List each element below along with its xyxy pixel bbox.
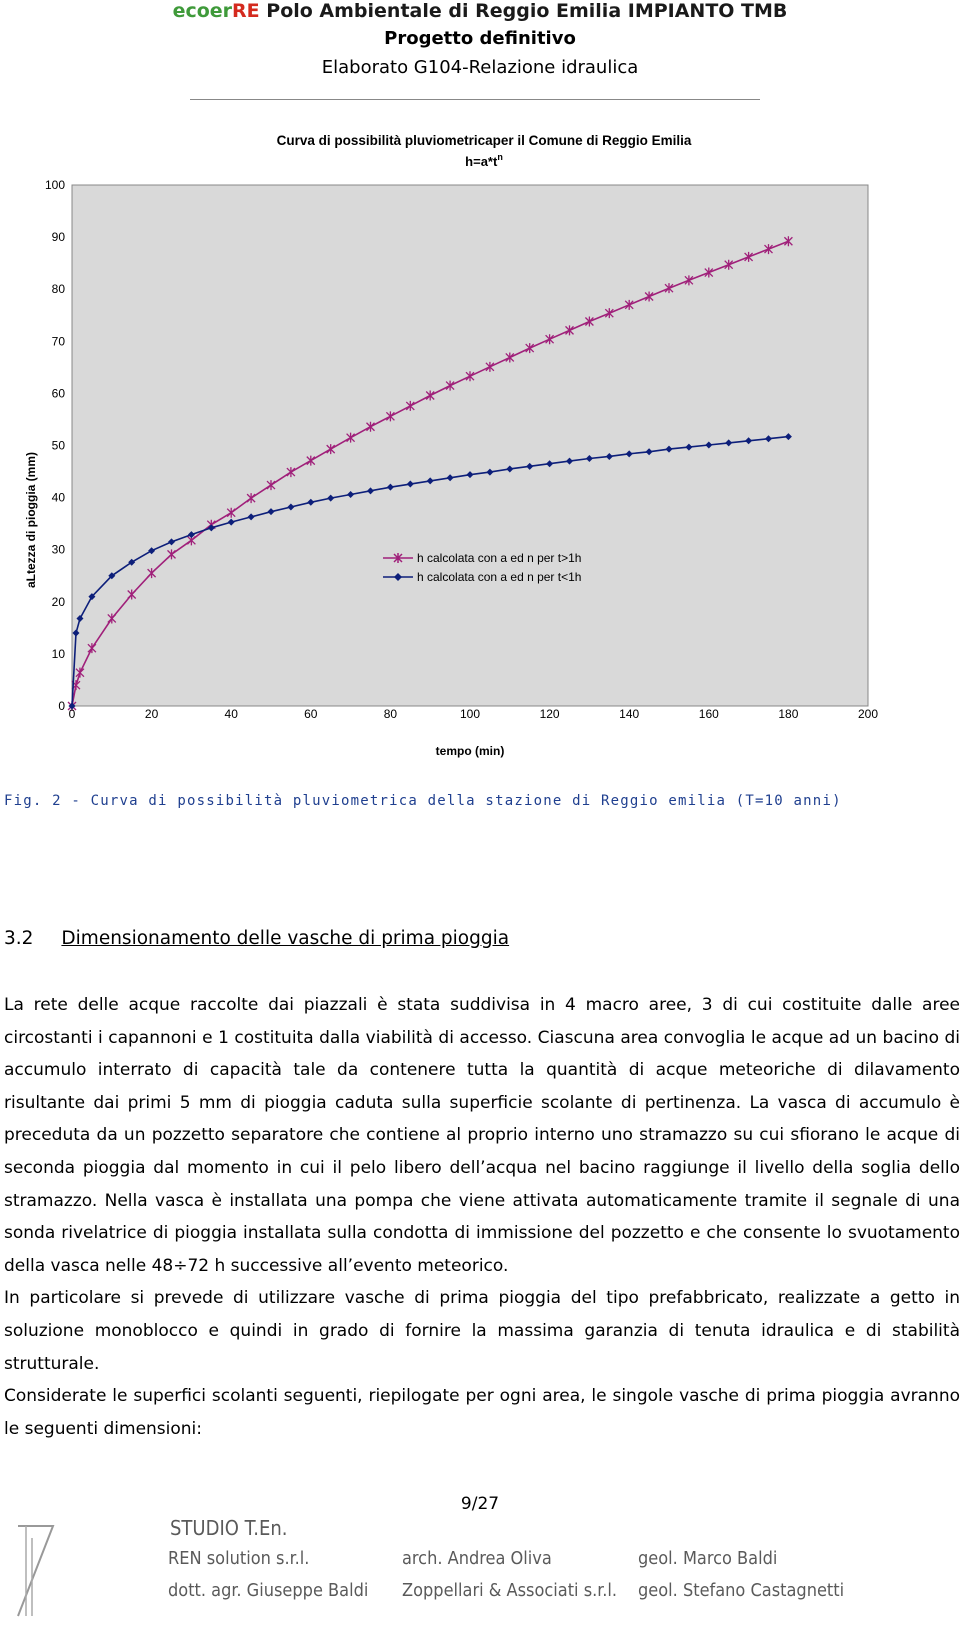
x-tick-label: 120 (539, 707, 560, 721)
chart-formula (465, 152, 503, 169)
legend-label-series-1: h calcolata con a ed n per t>1h (417, 551, 582, 565)
footer-col1-line2: dott. agr. Giuseppe Baldi (168, 1580, 369, 1601)
x-tick-label: 80 (383, 707, 398, 721)
section-number: 3.2 (4, 928, 34, 949)
footer-col3-line2: geol. Stefano Castagnetti (638, 1580, 845, 1601)
x-tick-label: 0 (68, 707, 76, 721)
header-title (0, 0, 960, 22)
header-document: Elaborato G104-Relazione idraulica (321, 57, 639, 78)
x-tick-label: 140 (619, 707, 640, 721)
footer-col2-line1: arch. Andrea Oliva (402, 1548, 552, 1569)
legend-label-series-2: h calcolata con a ed n per t<1h (417, 570, 582, 584)
paragraph-1: La rete delle acque raccolte dai piazzali è stata suddivisa in 4 macro aree, 3 di cui costituite dalle aree circostanti i capannoni e 1 costituita dalla viabilità di accesso. Ciascuna area convoglia le acque ad un bacino di accumulo interrato di capacità tale da contenere tutta la quantità di acque meteoriche di dilavamento risultante dai primi 5 mm di pioggia caduta sulla superficie scolante di pertinenza. La vasca di accumulo è preceduta da un pozzetto separatore che contiene al proprio interno uno stramazzo su cui sfiorano le acque di seconda pioggia dal momento in cui il pelo libero dell’acqua nel bacino raggiunge il livello della soglia dello stramazzo. Nella vasca è installata una pompa che viene attivata automaticamente tramite il segnale di una sonda rivelatrice di pioggia installata sulla condotta di immissione del pozzetto e che consente lo svuotamento della vasca nelle 48÷72 h successive all’evento meteorico. (4, 995, 960, 1276)
brand-green: ecoer (172, 0, 233, 22)
x-tick-label: 180 (778, 707, 799, 721)
y-tick-label: 40 (51, 490, 65, 505)
y-tick-label: 50 (51, 438, 65, 453)
page-number: 9/27 (460, 1494, 500, 1514)
x-tick-label: 20 (144, 707, 159, 721)
chart-formula-base: h=a*t (465, 154, 498, 169)
rainfall-chart (0, 120, 960, 760)
header-subtitle: Progetto definitivo (384, 28, 576, 49)
y-tick-label: 0 (58, 699, 65, 713)
chart-title: Curva di possibilità pluviometricaper il Comune di Reggio Emilia (276, 133, 692, 148)
y-axis-label: aLtezza di pioggia (mm) (24, 451, 38, 589)
section-title: Dimensionamento delle vasche di prima pioggia (61, 928, 510, 949)
header-title-text: Polo Ambientale di Reggio Emilia IMPIANTO TMB (259, 0, 788, 22)
x-tick-label: 40 (224, 707, 238, 721)
y-tick-label: 90 (51, 230, 65, 245)
x-tick-label: 60 (304, 707, 318, 721)
y-tick-label: 30 (51, 542, 65, 557)
y-tick-label: 20 (51, 594, 65, 609)
footer-col2-line2: Zoppellari & Associati s.r.l. (402, 1580, 618, 1601)
paragraph-3: Considerate le superfici scolanti seguenti, riepilogate per ogni area, le singole vasche di prima pioggia avranno le seguenti dimensioni: (4, 1386, 960, 1439)
y-tick-label: 10 (51, 646, 65, 661)
chart-plot-area (72, 185, 868, 706)
studio-logo (8, 1518, 163, 1618)
x-tick-label: 100 (459, 707, 481, 721)
chart-formula-exponent: n (497, 152, 503, 162)
body-text (4, 989, 960, 1445)
figure-caption: Fig. 2 - Curva di possibilità pluviometrica della stazione di Reggio emilia (T=10 anni) (4, 793, 842, 809)
x-axis-label: tempo (min) (435, 744, 505, 758)
brand-red: RE (232, 0, 260, 22)
x-tick-label: 160 (698, 707, 719, 721)
x-tick-label: 200 (857, 707, 879, 721)
footer-col3-line1: geol. Marco Baldi (638, 1548, 778, 1569)
footer-col1-line1: REN solution s.r.l. (168, 1548, 310, 1569)
footer (0, 1518, 960, 1625)
y-tick-label: 70 (51, 334, 65, 349)
paragraph-2: In particolare si prevede di utilizzare vasche di prima pioggia del tipo prefabbricato, realizzate a getto in soluzione monoblocco e quindi in grado di fornire la massima garanzia di tenuta idraulica e di stabilità strutturale. (4, 1288, 960, 1374)
y-tick-label: 80 (51, 282, 65, 297)
y-tick-label: 100 (44, 178, 65, 192)
y-tick-label: 60 (51, 386, 65, 401)
header-divider (190, 99, 760, 100)
section-heading (4, 928, 509, 949)
footer-studio: STUDIO T.En. (170, 1516, 288, 1540)
